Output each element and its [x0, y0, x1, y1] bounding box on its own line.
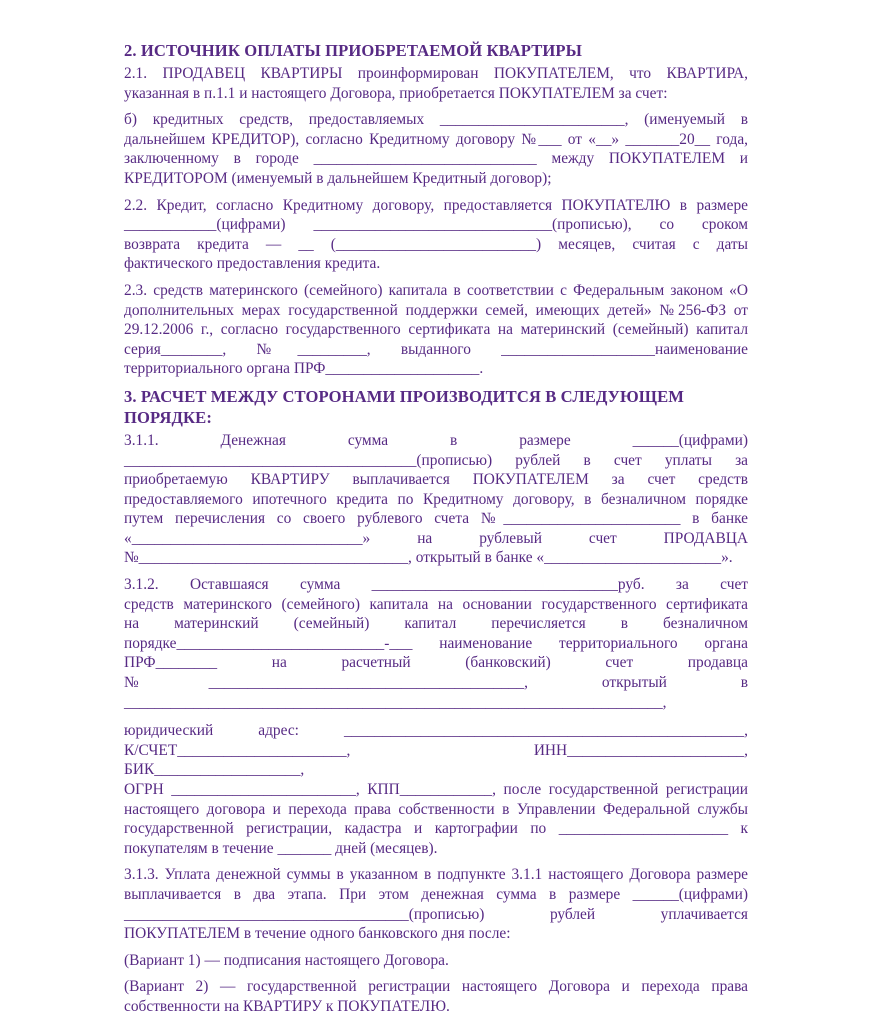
text-line: возврата кредита — __ (__________________________) месяцев, считая с даты [124, 235, 748, 253]
text-line: КРЕДИТОРОМ (именуемый в дальнейшем Кредитный договор); [124, 169, 552, 187]
text-line: 2.3. средств материнского (семейного) капитала в соответствии с Федеральным законом «О [124, 281, 748, 299]
text-line: порядке___________________________-___ наименование территориального органа [124, 634, 748, 652]
text-line: указанная в п.1.1 и настоящего Договора, приобретается ПОКУПАТЕЛЕМ за счет: [124, 84, 668, 102]
variant-1 [124, 951, 748, 971]
text-line: ____________(цифрами) _______________________________(прописью), со сроком [124, 216, 748, 234]
text-line: на материнский (семейный) капитал перечисляется в безналичном [124, 615, 748, 633]
text-line: «______________________________» на рублевый счет ПРОДАВЦА [124, 529, 748, 547]
text-line: 3.1.1. Денежная сумма в размере ______(цифрами) [124, 431, 748, 449]
text-line: 3.1.2. Оставшаяся сумма ________________________________руб. за счет [124, 576, 748, 594]
text-line: дополнительных мерах государственной поддержки семей, имеющих детей» №256-ФЗ от [124, 301, 748, 319]
text-line: ПРФ________ на расчетный (банковский) счет продавца [124, 654, 748, 672]
variant-2 [124, 977, 748, 1016]
text-line: фактического предоставления кредита. [124, 255, 381, 273]
text-line: путем перечисления со своего рублевого счета №_______________________ в банке [124, 510, 748, 528]
clause-2-1 [124, 64, 748, 103]
text-line: №___________________________________, открытый в банке «_______________________». [124, 549, 733, 567]
text-line: _____________________________________(прописью) рублей уплачивается [124, 905, 748, 923]
clause-3-1-2 [124, 575, 748, 858]
text-line: серия________, №_________, выданного ____________________наименование [124, 340, 748, 358]
text-line: территориального органа ПРФ____________________. [124, 360, 484, 378]
text-line: 2.1. ПРОДАВЕЦ КВАРТИРЫ проинформирован ПОКУПАТЕЛЕМ, что КВАРТИРА, [124, 65, 748, 82]
text-line: 3.1.3. Уплата денежной суммы в указанном в подпункте 3.1.1 настоящего Договора размере [124, 866, 748, 884]
text-line: ОГРН ________________________, КПП____________, после государственной регистрации [124, 781, 748, 798]
text-line: ______________________________________(прописью) рублей в счет уплаты за [124, 451, 748, 469]
clause-3-1-1 [124, 431, 748, 568]
text-line: приобретаемую КВАРТИРУ выплачивается ПОКУПАТЕЛЕМ за счет средств [124, 471, 748, 489]
clause-2-1-b [124, 110, 748, 188]
text-line: выплачивается в два этапа. При этом денежная сумма в размере ______(цифрами) [124, 885, 748, 903]
spacer [124, 712, 748, 721]
text-line: средств материнского (семейного) капитала на основании государственного сертификата [124, 595, 748, 613]
text-line: 29.12.2006 г., согласно государственного сертификата на материнский (семейный) капитал [124, 321, 748, 339]
clause-2-2 [124, 196, 748, 274]
text-line: предоставляемого ипотечного кредита по Кредитному договору, в безналичном порядке [124, 490, 748, 508]
text-line: ______________________________________________________________________, [124, 693, 667, 711]
section-3-heading: 3. РАСЧЕТ МЕЖДУ СТОРОНАМИ ПРОИЗВОДИТСЯ В СЛЕДУЮЩЕМ ПОРЯДКЕ: [124, 386, 684, 427]
clause-3-1-3 [124, 865, 748, 943]
text-line: заключенному в городе _____________________________ между ПОКУПАТЕЛЕМ и [124, 150, 748, 168]
text-line: (Вариант 2) — государственной регистрации настоящего Договора и перехода права [124, 978, 748, 996]
text-line: дальнейшем КРЕДИТОР), согласно Кредитному договору №___ от «__» _______20__ года, [124, 130, 748, 148]
text-line: настоящего договора и перехода права собственности в Управлении Федеральной службы [124, 800, 748, 818]
text-line: 2.2. Кредит, согласно Кредитному договору, предоставляется ПОКУПАТЕЛЮ в размере [124, 196, 748, 214]
clause-2-3 [124, 281, 748, 379]
text-line: ПОКУПАТЕЛЕМ в течение одного банковского дня после: [124, 925, 511, 943]
text-line: б) кредитных средств, предоставляемых ________________________, (именуемый в [124, 111, 748, 129]
text-line: юридический адрес: ____________________________________________________, [124, 722, 748, 740]
text-line: государственной регистрации, кадастра и картографии по ______________________ к [124, 820, 748, 838]
text-line: №_________________________________________, открытый в [124, 674, 748, 692]
text-line: К/СЧЕТ______________________, ИНН_______________________, БИК___________________, [124, 741, 748, 779]
section-2-heading: 2. ИСТОЧНИК ОПЛАТЫ ПРИОБРЕТАЕМОЙ КВАРТИРЫ [124, 41, 583, 60]
text-line: собственности на КВАРТИРУ к ПОКУПАТЕЛЮ. [124, 997, 450, 1015]
text-line: (Вариант 1) — подписания настоящего Договора. [124, 951, 449, 969]
text-line: покупателям в течение _______ дней (месяцев). [124, 839, 438, 857]
